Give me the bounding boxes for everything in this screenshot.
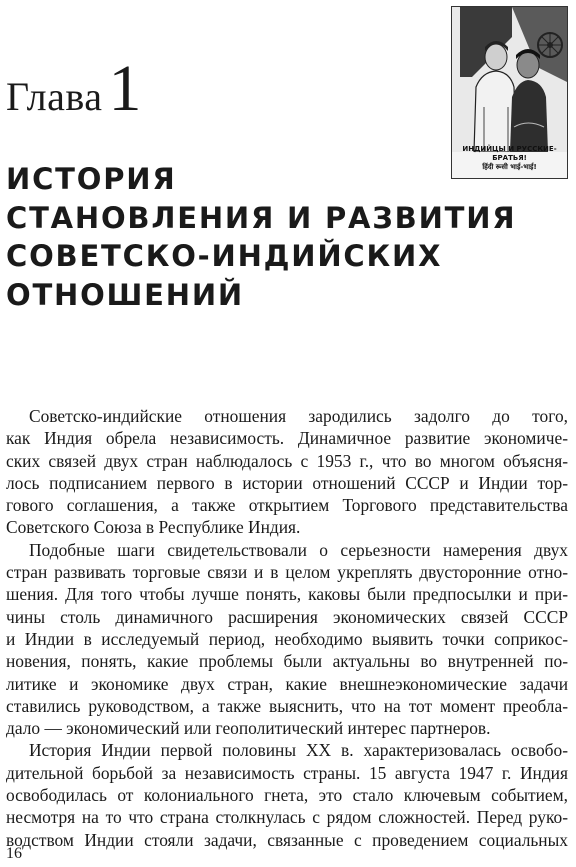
poster-illustration — [451, 6, 568, 179]
body-line: ских связей двух стран наблюдалось с 1953 г., что во многом объясня- — [6, 450, 568, 471]
body-line: водством Индии стояли задачи, связанные с проведением социальных — [6, 829, 568, 850]
chapter-word: Глава — [6, 74, 103, 119]
body-line: шения. Для того чтобы лучше понять, каковы были предпосылки и при- — [6, 584, 568, 605]
body-line: Советского Союза в Республике Индия. — [6, 517, 301, 538]
body-line: и Индии в исследуемый период, необходимо выявить точки соприкос- — [6, 628, 568, 649]
body-line: дало — экономический или геополитический интерес партнеров. — [6, 718, 491, 739]
body-line: лось подписанием первого в истории отношений СССР и Индии тор- — [6, 472, 568, 493]
body-text — [6, 405, 568, 851]
body-line: гового соглашения, а также открытием Торгового представительства — [6, 495, 568, 516]
body-line: История Индии первой половины XX в. характеризовалась освобо- — [29, 740, 568, 761]
body-line: как Индия обрела независимость. Динамичное развитие экономиче- — [6, 428, 568, 449]
body-line: освободилась от колониального гнета, это стало ключевым событием, — [6, 785, 568, 806]
chapter-title-line: ОТНОШЕНИЙ — [6, 277, 245, 312]
poster-caption-line-1: ИНДИЙЦЫ И РУССКИЕ-БРАТЬЯ! — [462, 145, 557, 162]
chapter-title-line: СОВЕТСКО-ИНДИЙСКИХ — [6, 239, 443, 273]
body-line: дительной борьбой за независимость страны. 15 августа 1947 г. Индия — [6, 762, 568, 783]
body-line: Советско-индийские отношения зародились задолго до того, — [29, 406, 568, 426]
body-line: новения, понять, какие проблемы были актуальны во внутренней по- — [6, 651, 568, 672]
poster-image — [452, 7, 567, 152]
chapter-title-line: СТАНОВЛЕНИЯ И РАЗВИТИЯ — [6, 200, 517, 235]
body-line: несмотря на то что страна столкнулась с рядом сложностей. Перед руко- — [6, 807, 568, 828]
poster-caption-line-2: हिंदी रूसी भाई-भाई! — [482, 163, 537, 171]
body-line: Подобные шаги свидетельствовали о серьезности намерения двух — [29, 539, 568, 560]
poster-caption — [452, 145, 567, 172]
body-line: чины столь динамичного расширения экономических связей СССР — [6, 606, 568, 627]
body-line: стран развивать торговые связи и в целом укреплять двусторонние отно- — [6, 562, 568, 583]
chapter-title-line: ИСТОРИЯ — [6, 162, 177, 196]
chapter-label — [6, 52, 142, 125]
chapter-number: 1 — [108, 52, 142, 125]
page-number: 16 — [6, 845, 22, 862]
body-line: литике и экономике двух стран, какие внешнеэкономические задачи — [6, 673, 568, 694]
body-line: ставились руководством, а также выяснить, что на тот момент преобла- — [6, 695, 568, 716]
